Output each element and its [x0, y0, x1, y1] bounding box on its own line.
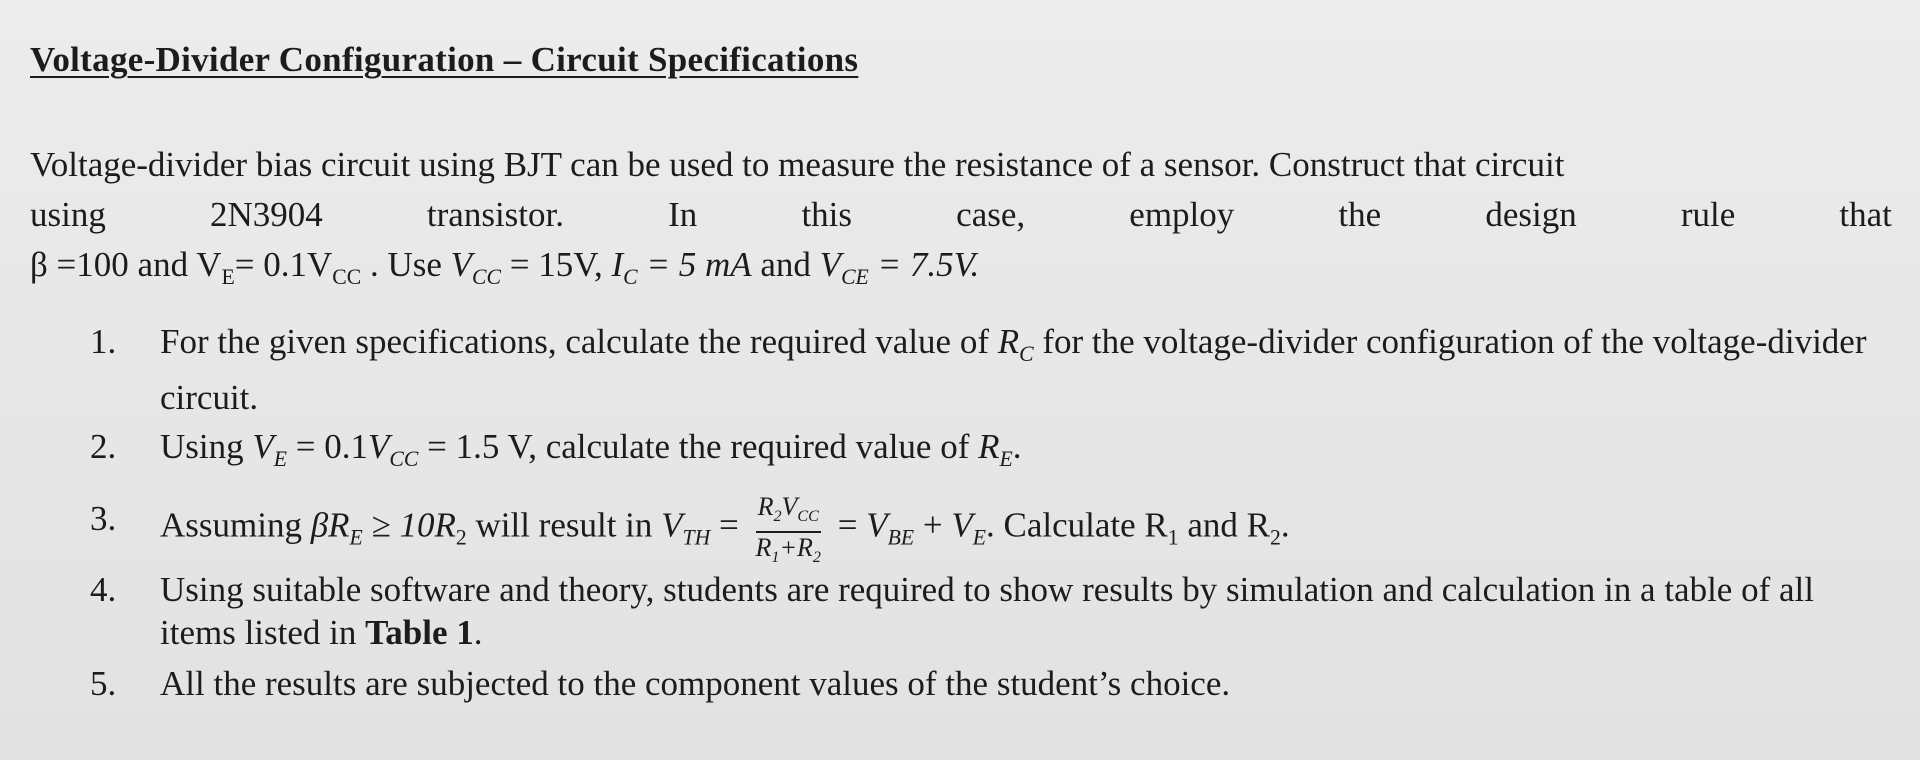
- fraction-denominator: [756, 531, 821, 572]
- subscript: TH: [682, 525, 711, 550]
- intro-line-2: [30, 190, 1892, 240]
- item-number: 3.: [90, 499, 117, 538]
- subscript: E: [349, 525, 363, 550]
- math-value: = 15V,: [500, 245, 612, 284]
- text-span: will result in: [466, 505, 662, 545]
- math-variable: R: [757, 492, 774, 521]
- subscript: 2: [812, 549, 821, 567]
- subscript: C: [623, 265, 638, 289]
- beta-text: β =100 and V: [30, 245, 222, 284]
- text-span: and: [751, 245, 820, 284]
- math-variable: +R: [779, 533, 813, 563]
- fraction: [756, 493, 821, 572]
- intro-word: transistor.: [426, 195, 564, 234]
- intro-word: the: [1338, 195, 1382, 234]
- intro-word: In: [668, 195, 698, 234]
- math-value: = 0.1: [287, 427, 369, 466]
- subscript: 1: [771, 549, 780, 567]
- task-list: [90, 320, 1890, 713]
- math-variable: V: [368, 427, 390, 466]
- list-item: [90, 568, 1890, 654]
- math-variable: R: [978, 427, 1000, 466]
- item-number: 1.: [90, 322, 117, 361]
- text-span: For the given specifications, calculate the required value of: [160, 322, 998, 361]
- subscript: CC: [472, 265, 501, 289]
- intro-word: using: [30, 195, 106, 234]
- text-span: Using: [160, 427, 253, 466]
- text-span: and R: [1178, 505, 1271, 545]
- page-title: Voltage-Divider Configuration – Circuit Specifications: [30, 40, 859, 79]
- intro-word: this: [801, 195, 853, 234]
- table-reference: Table 1: [365, 613, 474, 653]
- intro-line-3: [30, 240, 1892, 302]
- item-number: 2.: [90, 427, 117, 466]
- intro-paragraph: [30, 140, 1892, 302]
- math-variable: V: [252, 427, 274, 466]
- item-text: [160, 320, 1890, 419]
- subscript: CC: [797, 508, 819, 526]
- math-variable: V: [819, 245, 842, 284]
- intro-word: 2N3904: [210, 195, 323, 234]
- math-value: = 5 mA: [637, 245, 752, 284]
- text-span: Assuming: [160, 505, 311, 545]
- text-span: .: [1012, 427, 1022, 466]
- intro-word: that: [1839, 195, 1892, 234]
- list-item: [90, 662, 1890, 705]
- math-variable: βR: [310, 505, 350, 545]
- intro-word: rule: [1680, 195, 1736, 234]
- text-span: .: [473, 613, 483, 653]
- subscript: 2: [1270, 525, 1281, 550]
- subscript: E: [972, 525, 987, 550]
- item-text: [160, 489, 1890, 568]
- equation-text: = 0.1V: [234, 245, 333, 284]
- subscript: 1: [1167, 525, 1179, 550]
- item-number: 5.: [90, 664, 117, 704]
- text-span: .: [1280, 505, 1290, 545]
- subscript: C: [1019, 342, 1034, 366]
- subscript: CE: [841, 265, 869, 289]
- text-span: . Use: [361, 245, 451, 284]
- subscript: E: [221, 265, 235, 289]
- math-variable: V: [661, 505, 683, 545]
- subscript: 2: [455, 525, 467, 550]
- list-item: [90, 320, 1890, 419]
- math-value: ≥ 10R: [362, 505, 456, 545]
- intro-line-1: Voltage-divider bias circuit using BJT can be used to measure the resistance of a sensor. Construct that circuit: [30, 145, 1565, 184]
- item-text: [160, 568, 1890, 654]
- subscript: E: [273, 447, 288, 471]
- list-item: [90, 425, 1890, 481]
- subscript: E: [999, 447, 1013, 471]
- subscript: 2: [773, 508, 782, 526]
- fraction-numerator: [758, 493, 819, 531]
- list-item: [90, 489, 1890, 568]
- intro-word: case,: [956, 195, 1026, 234]
- math-variable: V: [866, 505, 888, 545]
- subscript: CC: [389, 447, 419, 471]
- item-text: [160, 425, 1890, 481]
- math-variable: V: [450, 245, 473, 284]
- text-span: Using suitable software and theory, students are required to show results by simulation and calculation in a table of all items listed in: [160, 570, 1814, 653]
- math-variable: R: [997, 322, 1020, 361]
- text-span: for the voltage-divider configuration of the voltage-divider circuit.: [160, 322, 1867, 417]
- plus-sign: +: [914, 505, 952, 545]
- subscript: BE: [887, 525, 915, 550]
- math-variable: V: [781, 492, 798, 521]
- math-variable: V: [951, 505, 973, 545]
- math-value: = 7.5V.: [868, 245, 980, 284]
- intro-word: employ: [1129, 195, 1235, 234]
- text-span: . Calculate R: [986, 505, 1168, 545]
- subscript: CC: [332, 265, 362, 289]
- math-variable: I: [611, 245, 624, 284]
- item-number: 4.: [90, 570, 117, 610]
- equals-sign: =: [828, 505, 867, 545]
- item-text: All the results are subjected to the component values of the student’s choice.: [160, 664, 1231, 704]
- math-variable: R: [755, 533, 772, 563]
- intro-word: design: [1485, 195, 1577, 234]
- text-span: = 1.5 V, calculate the required value of: [418, 427, 979, 466]
- equals-sign: =: [710, 505, 748, 545]
